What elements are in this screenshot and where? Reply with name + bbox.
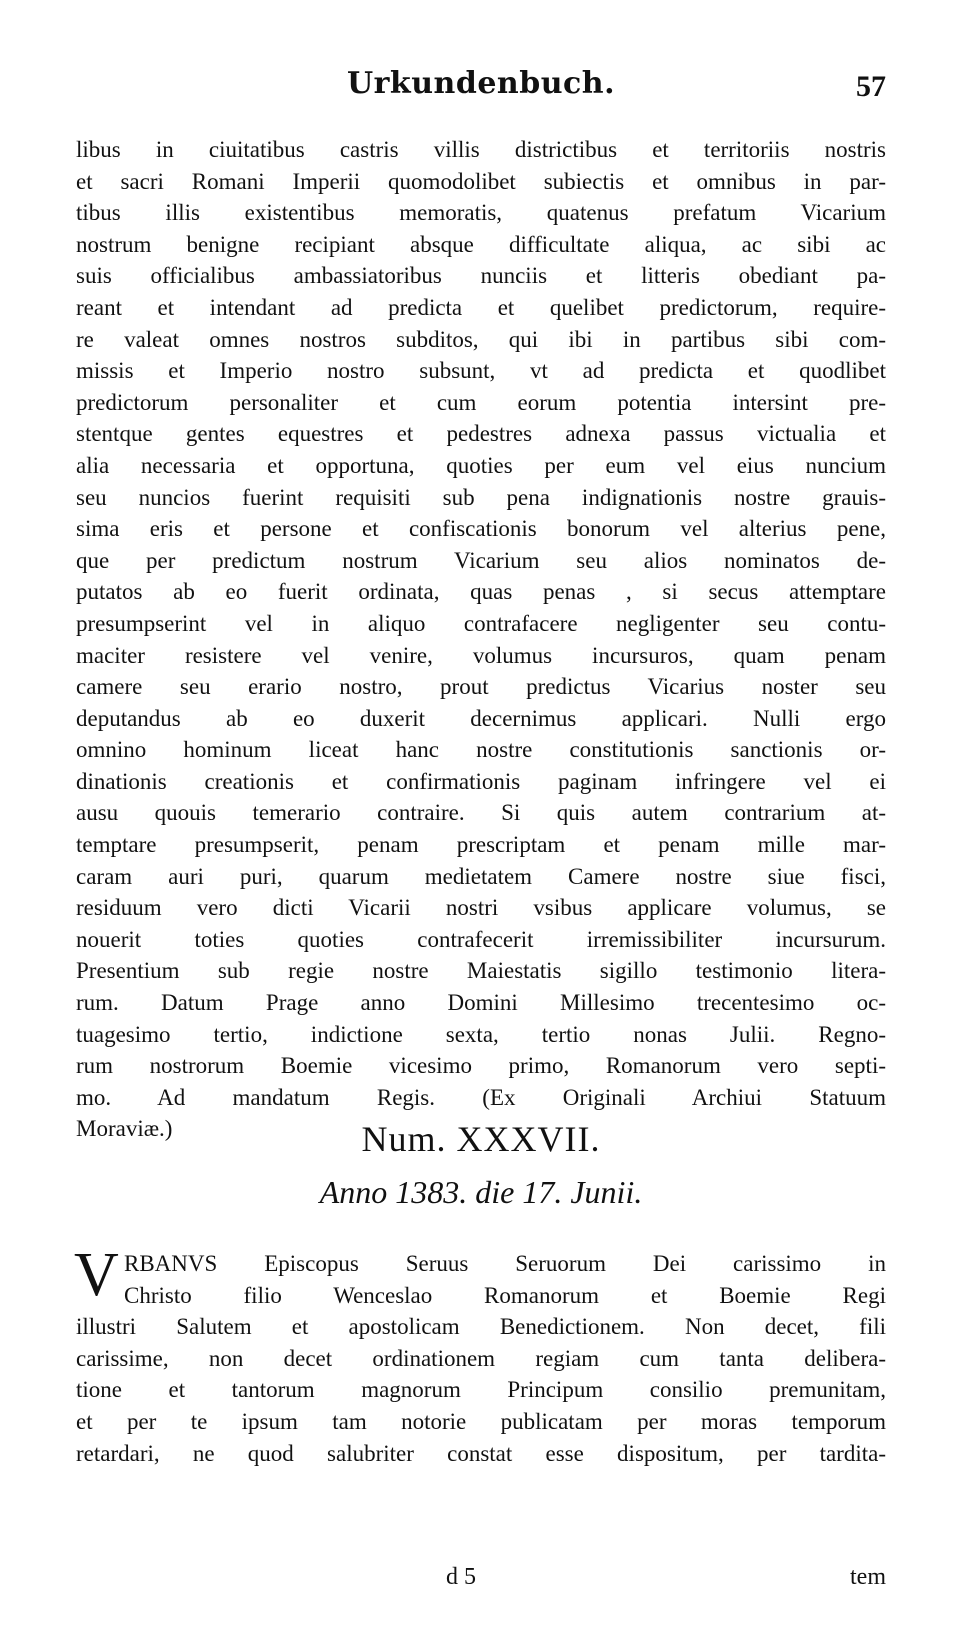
- document-date: Anno 1383. die 17. Junii.: [319, 1174, 643, 1210]
- text-line: re valeat omnes nostros subditos, qui ibi in partibus sibi com-: [76, 326, 886, 352]
- text-line: nouerit toties quoties contrafecerit irremissibiliter incursurum.: [76, 926, 886, 952]
- text-line: carissime, non decet ordinationem regiam cum tanta delibera-: [76, 1345, 886, 1371]
- text-line: reant et intendant ad predicta et quelibet predictorum, require-: [76, 294, 886, 320]
- text-line: RBANVS Episcopus Seruus Seruorum Dei carissimo in: [124, 1251, 886, 1276]
- text-line: residuum vero dicti Vicarii nostri vsibus applicare volumus, se: [76, 895, 886, 921]
- text-line: et sacri Romani Imperii quomodolibet subiectis et omnibus in par-: [76, 168, 886, 194]
- drop-cap: V: [74, 1241, 119, 1309]
- catchword: tem: [850, 1564, 886, 1590]
- text-line: Moraviæ.): [76, 1116, 173, 1142]
- text-line: mo. Ad mandatum Regis. (Ex Originali Archiui Statuum: [76, 1084, 886, 1110]
- text-line: maciter resistere vel venire, volumus incursuros, quam penam: [76, 642, 886, 668]
- text-line: illustri Salutem et apostolicam Benedictionem. Non decet, fili: [76, 1314, 886, 1340]
- section-heading: Num. XXXVII.: [361, 1119, 601, 1159]
- page-number: 57: [856, 70, 886, 103]
- running-title: Urkundenbuch.: [346, 66, 616, 101]
- text-line: suis officialibus ambassiatoribus nunciis et litteris obediant pa-: [76, 263, 886, 289]
- signature-mark: d 5: [446, 1564, 476, 1590]
- text-line: putatos ab eo fuerit ordinata, quas penas , si secus attemptare: [76, 579, 886, 605]
- text-line: tione et tantorum magnorum Principum consilio premunitam,: [76, 1377, 886, 1403]
- continued-text-block: [76, 134, 886, 1145]
- text-line: stentque gentes equestres et pedestres adnexa passus victualia et: [76, 421, 886, 447]
- text-line: tibus illis existentibus memoratis, quatenus prefatum Vicarium: [76, 200, 886, 226]
- text-line: predictorum personaliter et cum eorum potentia intersint pre-: [76, 389, 886, 415]
- page-footer: [76, 1564, 886, 1598]
- text-line: deputandus ab eo duxerit decernimus applicari. Nulli ergo: [76, 705, 886, 731]
- text-line: tuagesimo tertio, indictione sexta, tertio nonas Julii. Regno-: [76, 1021, 886, 1047]
- document-text-block: [74, 1241, 886, 1469]
- text-line: camere seu erario nostro, prout predictus Vicarius noster seu: [76, 674, 886, 700]
- text-line: Presentium sub regie nostre Maiestatis sigillo testimonio litera-: [76, 958, 886, 984]
- text-line: que per predictum nostrum Vicarium seu alios nominatos de-: [76, 547, 886, 573]
- text-line: temptare presumpserit, penam prescriptam et penam mille mar-: [76, 832, 886, 858]
- text-line: sima eris et persone et confiscationis bonorum vel alterius pene,: [76, 516, 886, 542]
- text-line: ausu quouis temerario contraire. Si quis autem contrarium at-: [76, 800, 886, 826]
- text-line: omnino hominum liceat hanc nostre constitutionis sanctionis or-: [76, 737, 886, 763]
- text-line: rum. Datum Prage anno Domini Millesimo trecentesimo oc-: [76, 990, 886, 1016]
- text-line: dinationis creationis et confirmationis paginam infringere vel ei: [76, 768, 886, 794]
- text-line: rum nostrorum Boemie vicesimo primo, Romanorum vero septi-: [76, 1053, 886, 1079]
- text-line: missis et Imperio nostro subsunt, vt ad predicta et quodlibet: [76, 358, 886, 384]
- text-line: Christo filio Wenceslao Romanorum et Boemie Regi: [124, 1282, 886, 1308]
- text-line: caram auri puri, quarum medietatem Camere nostre siue fisci,: [76, 863, 886, 889]
- text-line: nostrum benigne recipiant absque difficultate aliqua, ac sibi ac: [76, 231, 886, 257]
- text-line: seu nuncios fuerint requisiti sub pena indignationis nostre grauis-: [76, 484, 886, 510]
- running-head: [76, 66, 886, 116]
- text-line: libus in ciuitatibus castris villis districtibus et territoriis nostris: [76, 137, 886, 162]
- text-line: alia necessaria et opportuna, quoties per eum vel eius nuncium: [76, 452, 886, 478]
- text-line: retardari, ne quod salubriter constat esse dispositum, per tardita-: [76, 1440, 886, 1466]
- text-line: et per te ipsum tam notorie publicatam per moras temporum: [76, 1408, 886, 1434]
- text-line: presumpserint vel in aliquo contrafacere negligenter seu contu-: [76, 610, 886, 636]
